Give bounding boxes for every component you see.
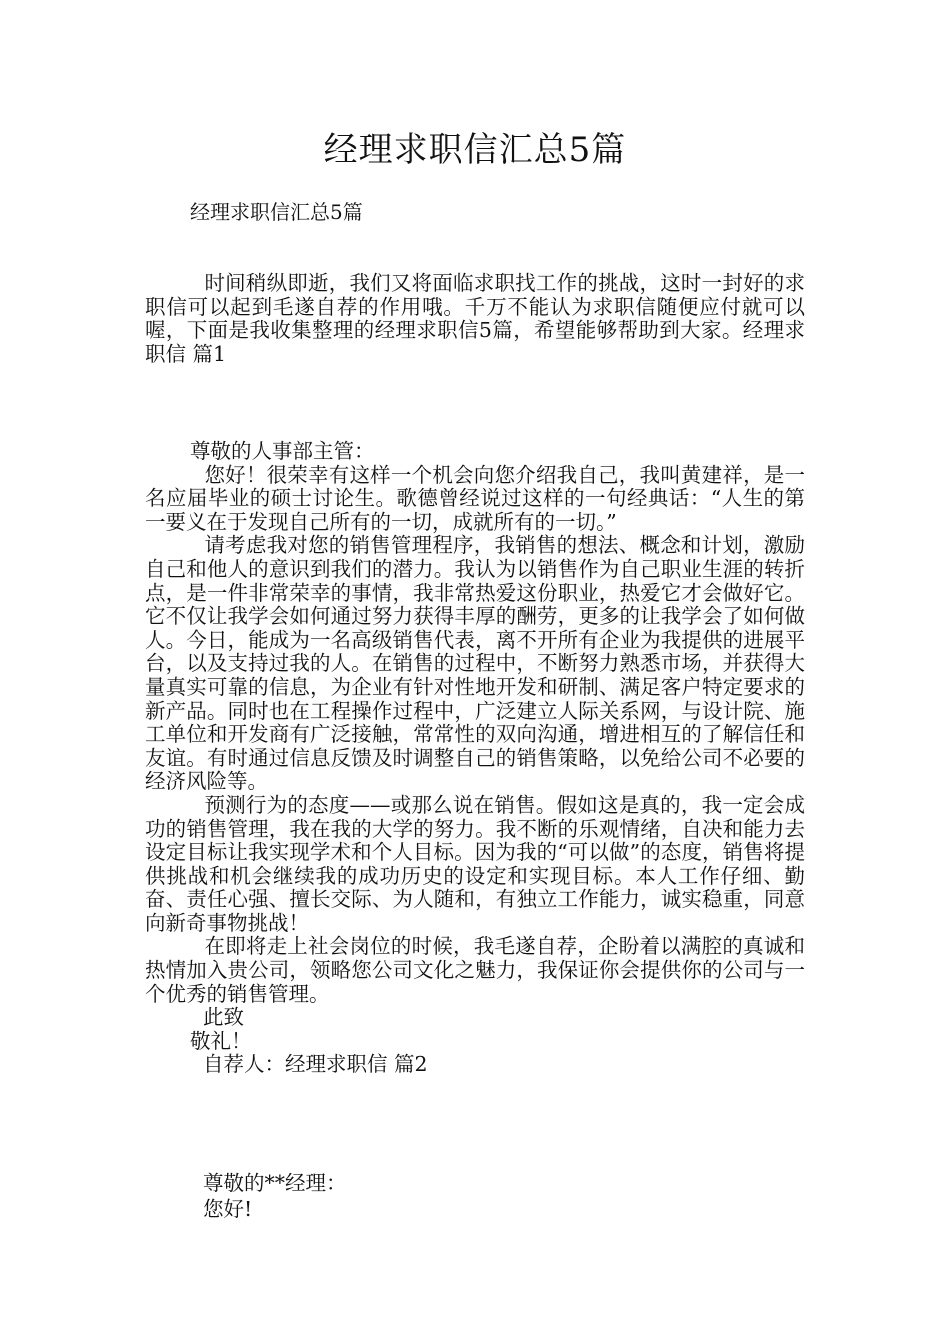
letter-2-salutation: 尊敬的**经理： xyxy=(203,1171,347,1195)
letter-1-paragraph-3: 预测行为的态度——或那么说在销售。假如这是真的，我一定会成功的销售管理，我在我的大学的努力。我不断的乐观情绪，自决和能力去设定目标让我实现学术和个人目标。因为我的“可以做”的态度，销售将提供挑战和机会继续我的成功历史的设定和实现目标。本人工作仔细、勤奋、责任心强、擅长交际、为人随和，有独立工作能力，诚实稳重，同意向新奇事物挑战！ xyxy=(145,792,805,935)
letter-2-greeting: 您好! xyxy=(203,1197,253,1221)
letter-1-salutation: 尊敬的人事部主管： xyxy=(190,439,375,463)
document-subtitle: 经理求职信汇总5篇 xyxy=(190,200,363,224)
letter-1-closing: 此致 xyxy=(203,1005,244,1030)
letter-1-paragraph-1: 您好！很荣幸有这样一个机会向您介绍我自己，我叫黄建祥，是一名应届毕业的硕士讨论生。歌德曾经说过这样的一句经典话：“人生的第一要义在于发现自己所有的一切，成就所有的一切。” xyxy=(145,462,805,534)
letter-1 xyxy=(145,440,805,1077)
letter-2 xyxy=(203,1170,347,1222)
letter-1-paragraph-2: 请考虑我对您的销售管理程序，我销售的想法、概念和计划，激励自己和他人的意识到我们的潜力。我认为以销售作为自己职业生涯的转折点，是一件非常荣幸的事情，我非常热爱这份职业，热爱它才会做好它。它不仅让我学会如何通过努力获得丰厚的酬劳，更多的让我学会了如何做人。今日，能成为一名高级销售代表，离不开所有企业为我提供的进展平台，以及支持过我的人。在销售的过程中，不断努力熟悉市场，并获得大量真实可靠的信息，为企业有针对性地开发和研制、满足客户特定要求的新产品。同时也在工程操作过程中，广泛建立人际关系网，与设计院、施工单位和开发商有广泛接触，常常性的双向沟通，增进相互的了解信任和友谊。有时通过信息反馈及时调整自己的销售策略，以免给公司不必要的经济风险等。 xyxy=(145,533,805,794)
intro-section xyxy=(145,272,805,366)
letter-1-regards: 敬礼！ xyxy=(190,1028,252,1053)
document-title: 经理求职信汇总5篇 xyxy=(323,130,627,170)
letter-1-paragraph-4: 在即将走上社会岗位的时候，我毛遂自荐，企盼着以满腔的真诚和热情加入贵公司，领略您公司文化之魅力，我保证你会提供你的公司与一个优秀的销售管理。 xyxy=(145,934,805,1006)
letter-1-signature: 自荐人：经理求职信 篇2 xyxy=(203,1052,428,1077)
intro-paragraph: 时间稍纵即逝，我们又将面临求职找工作的挑战，这时一封好的求职信可以起到毛遂自荐的作用哦。千万不能认为求职信随便应付就可以喔，下面是我收集整理的经理求职信5篇，希望能够帮助到大家。经理求职信 篇1 xyxy=(145,271,805,366)
